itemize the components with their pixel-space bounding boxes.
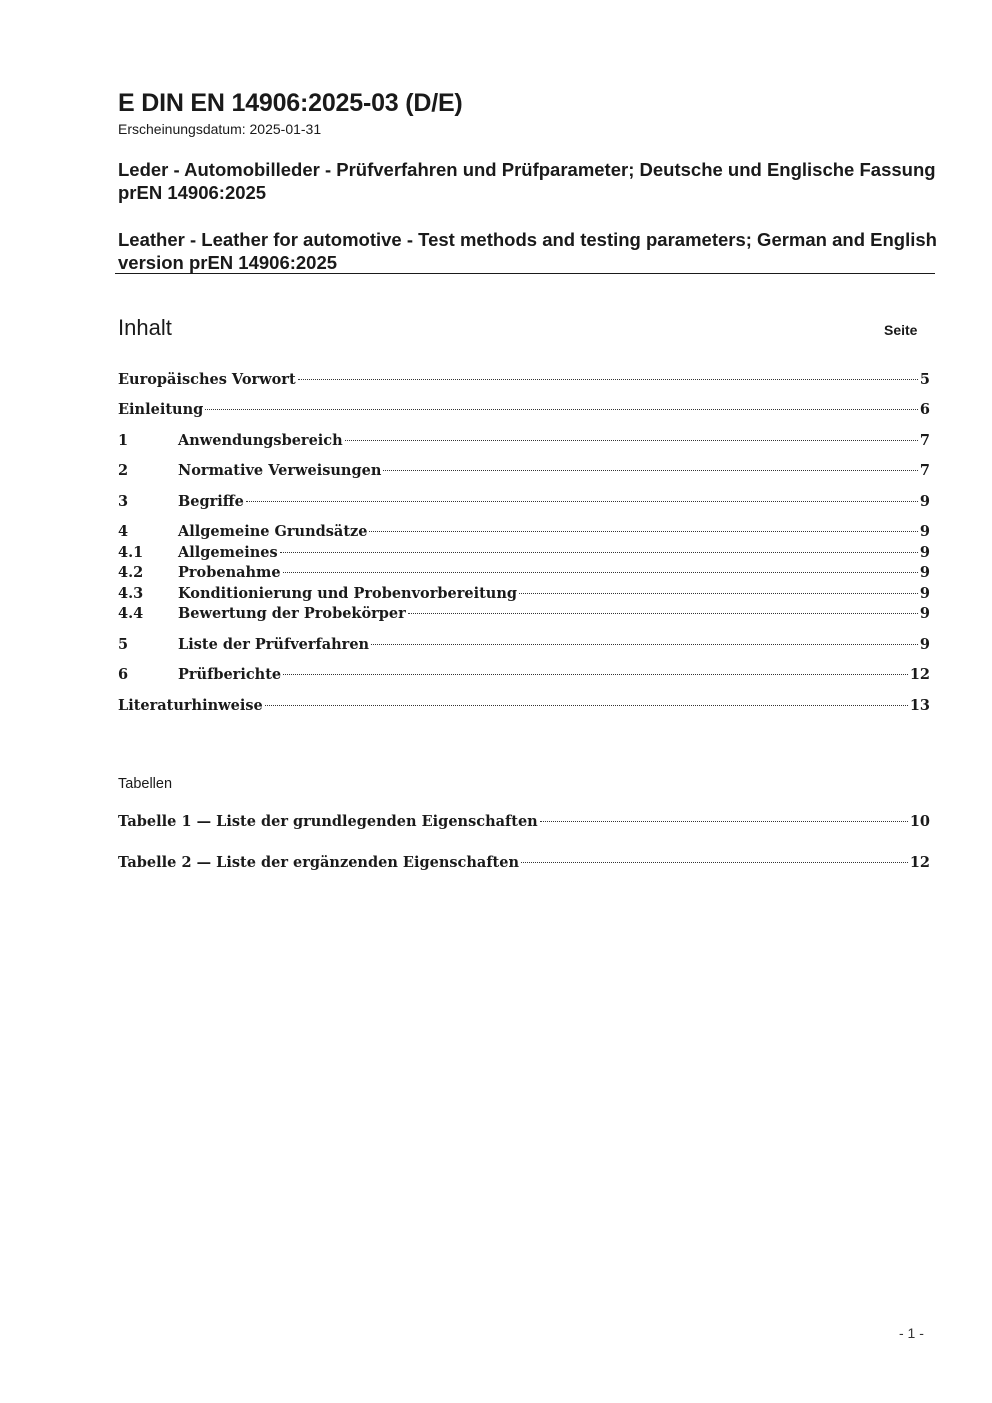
toc-leader-dots — [280, 542, 918, 553]
toc-entry[interactable] — [118, 585, 930, 605]
toc-entry[interactable] — [118, 666, 930, 686]
page-column-label: Seite — [884, 322, 918, 338]
tables-heading: Tabellen — [118, 776, 173, 792]
toc-heading: Inhalt — [118, 315, 172, 340]
publication-date: Erscheinungsdatum: 2025-01-31 — [118, 121, 322, 137]
toc-entry-page: 7 — [919, 432, 930, 449]
toc-entry-page: 13 — [909, 697, 930, 714]
toc-entry-label: Liste der Prüfverfahren — [178, 636, 370, 653]
page-number: - 1 - — [899, 1325, 924, 1341]
toc-entry-label: Konditionierung und Probenvorbereitung — [178, 585, 517, 602]
toc-entry-label: Allgemeines — [178, 544, 278, 561]
toc-entry-number: 1 — [118, 432, 129, 449]
table-entry-page: 10 — [909, 813, 930, 830]
toc-entry-page: 9 — [919, 523, 930, 540]
toc-leader-dots — [205, 399, 918, 410]
toc-entry[interactable] — [118, 493, 930, 513]
toc-entry[interactable] — [118, 605, 930, 625]
toc-entry-number: 3 — [118, 493, 129, 510]
table-entry-label: Tabelle 1 — Liste der grundlegenden Eigenschaften — [118, 813, 538, 830]
toc-entry-page: 9 — [919, 564, 930, 581]
toc-entry[interactable] — [118, 523, 930, 543]
toc-entry-label: Literaturhinweise — [118, 697, 263, 714]
toc-leader-dots — [345, 430, 918, 441]
toc-leader-dots — [265, 695, 908, 706]
toc-entry[interactable] — [118, 564, 930, 584]
toc-entry[interactable] — [118, 636, 930, 656]
toc-entry[interactable] — [118, 697, 930, 717]
document-id: E DIN EN 14906:2025-03 (D/E) — [118, 89, 463, 117]
toc-entry-label: Anwendungsbereich — [178, 432, 343, 449]
toc-entry-number: 4.1 — [118, 544, 144, 561]
toc-leader-dots — [283, 562, 918, 573]
toc-entry[interactable] — [118, 462, 930, 482]
toc-entry-label: Einleitung — [118, 401, 204, 418]
toc-entry-page: 5 — [919, 371, 930, 388]
title-divider — [115, 273, 935, 274]
toc-entry-page: 7 — [919, 462, 930, 479]
toc-entry-number: 4.2 — [118, 564, 144, 581]
title-english: Leather - Leather for automotive - Test methods and testing parameters; German and English version prEN 14906:2025 — [118, 229, 937, 273]
toc-leader-dots — [298, 369, 918, 380]
toc-entry[interactable] — [118, 371, 930, 391]
toc-leader-dots — [283, 664, 908, 675]
toc-leader-dots — [540, 811, 908, 822]
toc-entry[interactable] — [118, 432, 930, 452]
toc-entry-page: 9 — [919, 605, 930, 622]
title-german: Leder - Automobilleder - Prüfverfahren und Prüfparameter; Deutsche und Englische Fassung prEN 14906:2025 — [118, 159, 936, 203]
toc-leader-dots — [519, 583, 918, 594]
toc-leader-dots — [521, 852, 908, 863]
toc-entry-page: 9 — [919, 636, 930, 653]
toc-entry-number: 4.4 — [118, 605, 144, 622]
toc-leader-dots — [371, 634, 918, 645]
toc-entry-label: Europäisches Vorwort — [118, 371, 296, 388]
toc-entry-label: Probenahme — [178, 564, 281, 581]
table-entry[interactable] — [118, 813, 930, 833]
toc-entry-page: 6 — [919, 401, 930, 418]
toc-entry-number: 6 — [118, 666, 129, 683]
toc-leader-dots — [369, 521, 917, 532]
table-entry-page: 12 — [909, 854, 930, 871]
toc-entry-page: 9 — [919, 493, 930, 510]
toc-leader-dots — [383, 460, 918, 471]
toc-entry-label: Allgemeine Grundsätze — [178, 523, 368, 540]
toc-entry-label: Bewertung der Probekörper — [178, 605, 406, 622]
toc-entry-page: 12 — [909, 666, 930, 683]
toc-entry-page: 9 — [919, 585, 930, 602]
table-entry-label: Tabelle 2 — Liste der ergänzenden Eigenschaften — [118, 854, 520, 871]
toc-leader-dots — [246, 491, 918, 502]
toc-entry-label: Begriffe — [178, 493, 244, 510]
table-entry[interactable] — [118, 854, 930, 874]
toc-entry-page: 9 — [919, 544, 930, 561]
toc-entry[interactable] — [118, 544, 930, 564]
toc-entry-label: Normative Verweisungen — [178, 462, 382, 479]
toc-entry-number: 4 — [118, 523, 129, 540]
toc-entry[interactable] — [118, 401, 930, 421]
toc-entry-number: 2 — [118, 462, 129, 479]
toc-entry-number: 5 — [118, 636, 129, 653]
toc-entry-number: 4.3 — [118, 585, 144, 602]
toc-entry-label: Prüfberichte — [178, 666, 282, 683]
toc-leader-dots — [408, 603, 918, 614]
